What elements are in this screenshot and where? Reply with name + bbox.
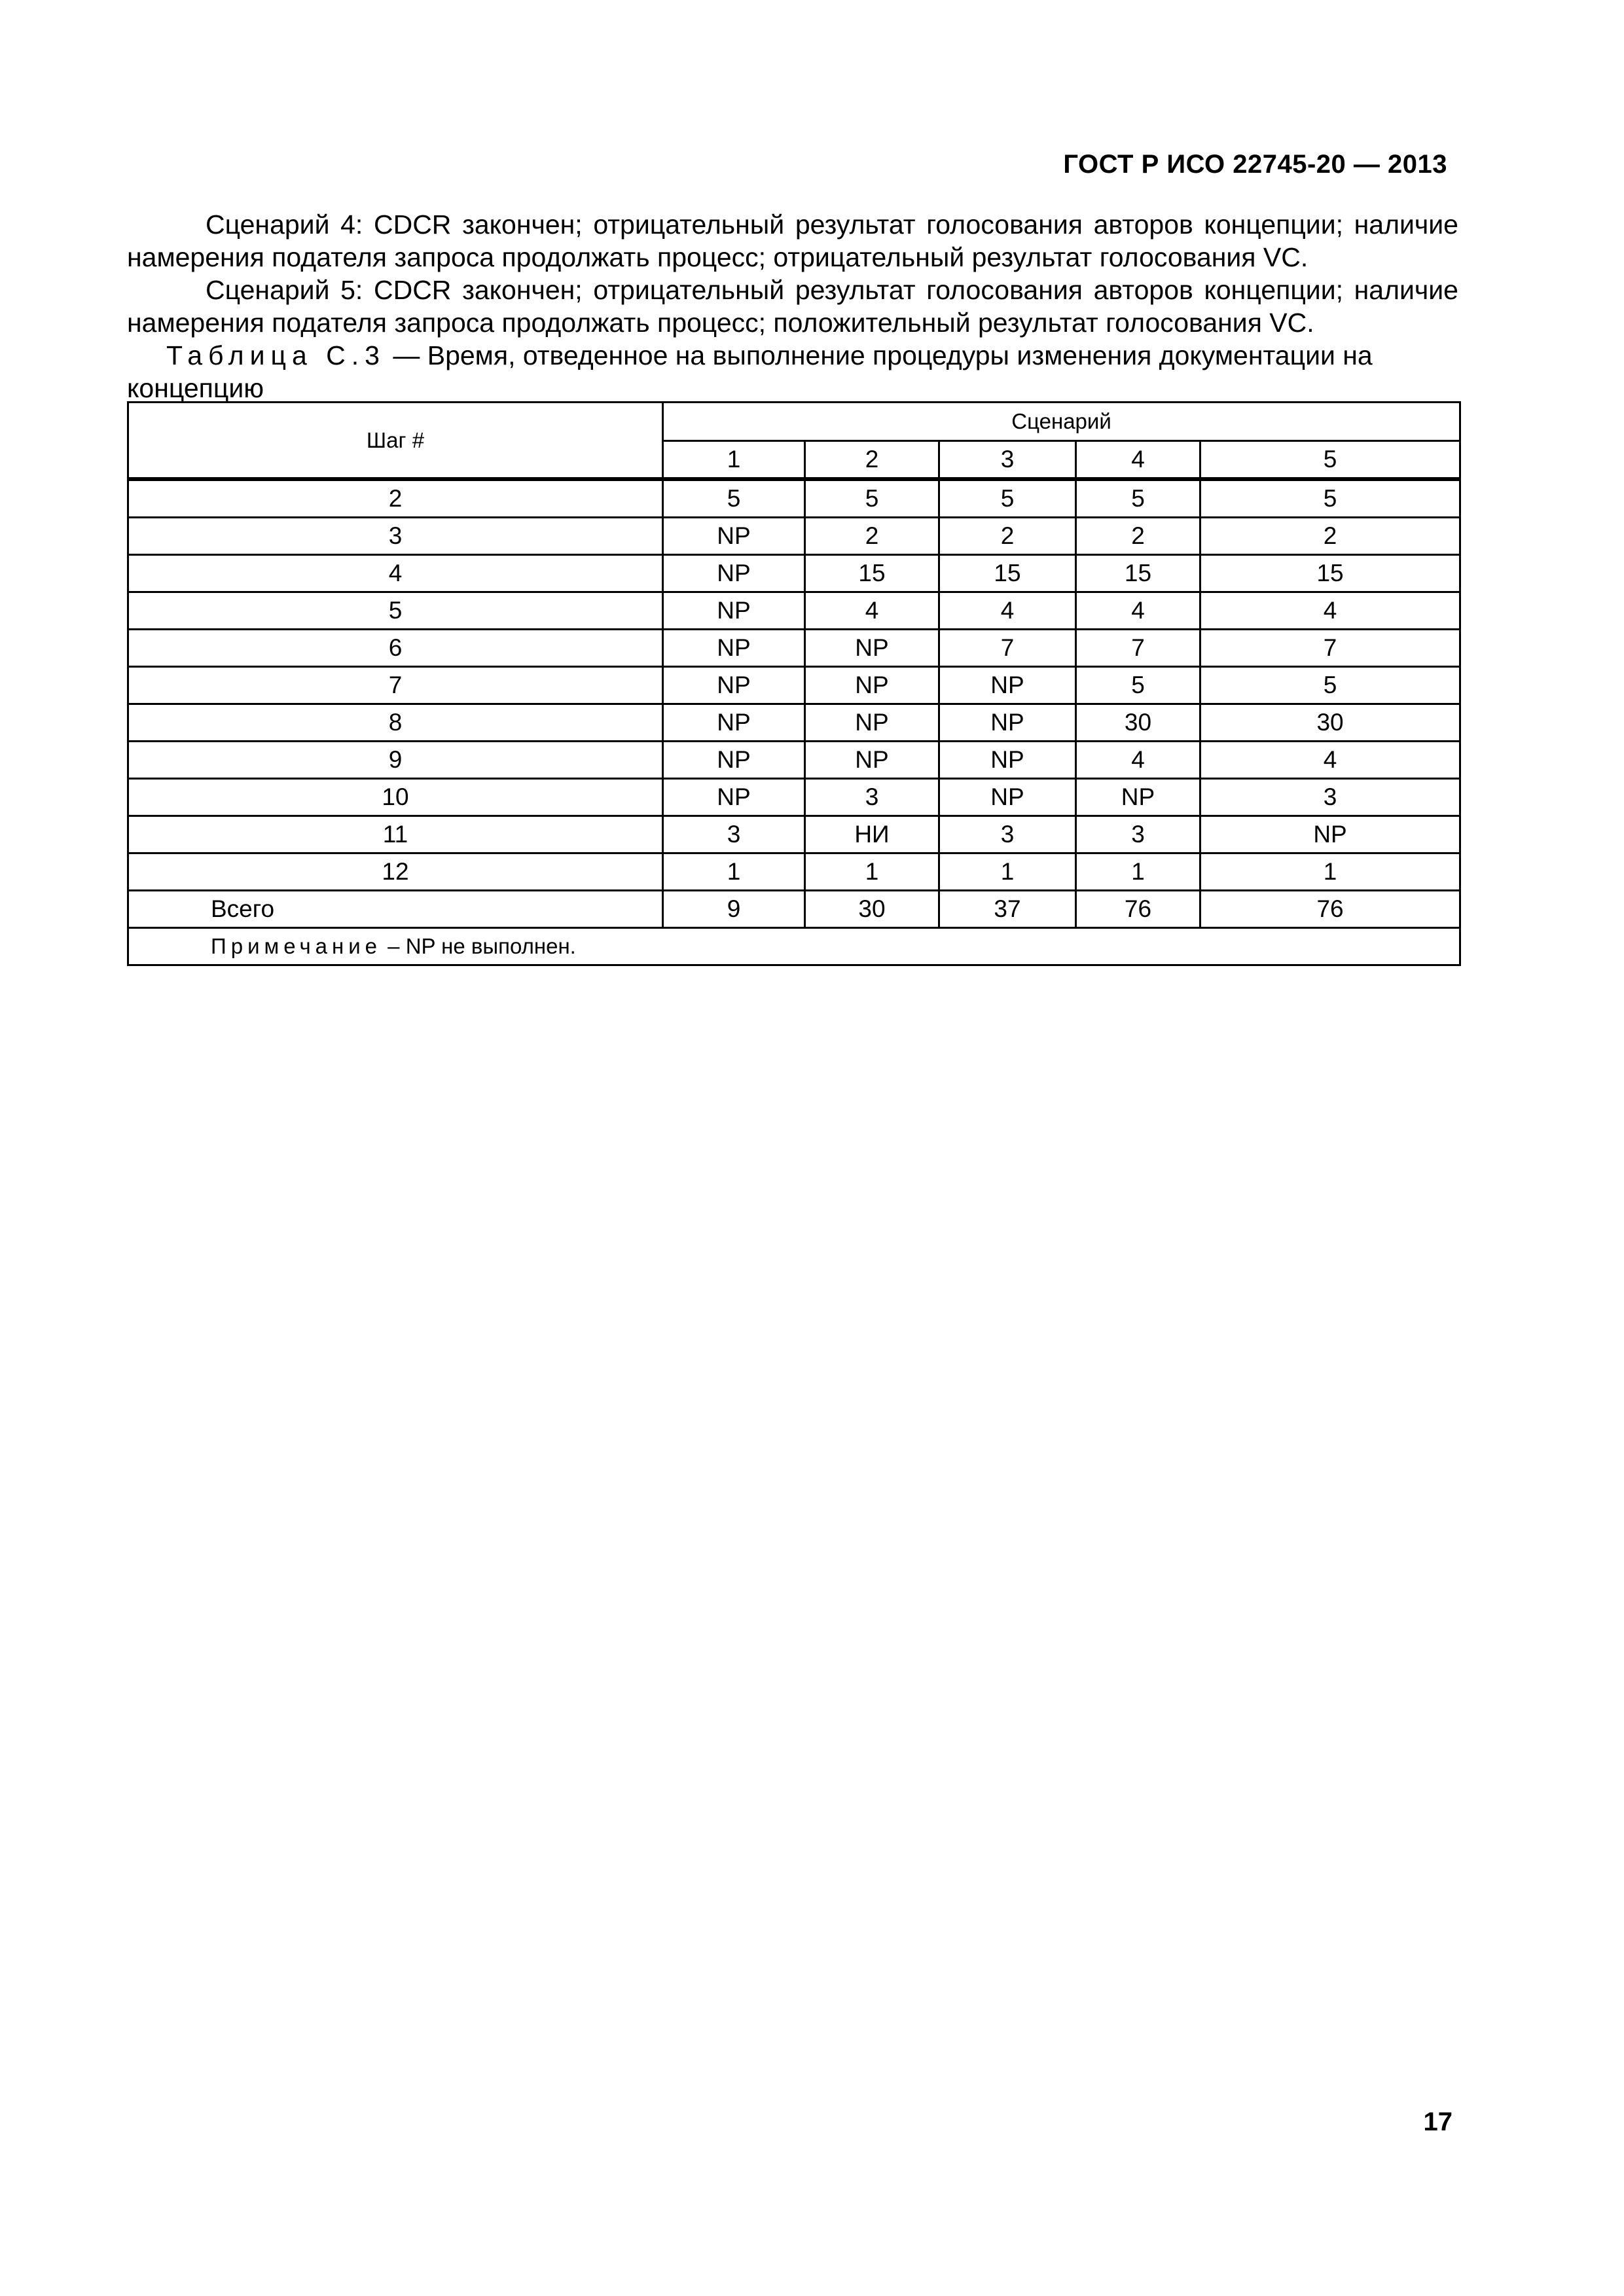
total-row xyxy=(128,891,1460,928)
value-cell: NP xyxy=(805,704,939,742)
value-cell: 4 xyxy=(1076,592,1200,630)
page-number: 17 xyxy=(1423,2108,1453,2136)
value-cell: 5 xyxy=(1076,479,1200,518)
step-cell: 2 xyxy=(128,479,663,518)
value-cell: 1 xyxy=(805,853,939,891)
scenario-number: 4 xyxy=(1076,441,1200,480)
value-cell: NP xyxy=(663,742,805,779)
value-cell: 15 xyxy=(1076,555,1200,592)
scenario-number: 1 xyxy=(663,441,805,480)
table-header-row xyxy=(128,403,1460,441)
table-caption xyxy=(127,339,1458,404)
note-label: Примечание xyxy=(211,934,382,958)
scenario-4-paragraph: Сценарий 4: CDCR закончен; отрицательный результат голосования авторов концепции; наличие намерения подателя запроса продолжать процесс; отрицательный результат голосования VC. xyxy=(127,209,1458,272)
step-cell: 7 xyxy=(128,667,663,704)
value-cell: 5 xyxy=(1200,479,1460,518)
step-cell: 5 xyxy=(128,592,663,630)
total-cell: 37 xyxy=(939,891,1076,928)
value-cell: 4 xyxy=(1200,592,1460,630)
value-cell: NP xyxy=(663,518,805,555)
value-cell: 1 xyxy=(1076,853,1200,891)
step-cell: 3 xyxy=(128,518,663,555)
value-cell: 5 xyxy=(805,479,939,518)
scenario-number: 2 xyxy=(805,441,939,480)
value-cell: 5 xyxy=(1076,667,1200,704)
value-cell: NP xyxy=(663,779,805,816)
value-cell: 4 xyxy=(939,592,1076,630)
value-cell: NP xyxy=(1200,816,1460,853)
step-cell: 8 xyxy=(128,704,663,742)
value-cell: 4 xyxy=(1200,742,1460,779)
value-cell: 3 xyxy=(1200,779,1460,816)
step-cell: 12 xyxy=(128,853,663,891)
table-row xyxy=(128,704,1460,742)
body-text xyxy=(127,208,1458,404)
value-cell: 3 xyxy=(1076,816,1200,853)
value-cell: NP xyxy=(663,704,805,742)
value-cell: NP xyxy=(663,592,805,630)
value-cell: NP xyxy=(939,667,1076,704)
table-row xyxy=(128,667,1460,704)
time-table xyxy=(127,401,1461,966)
value-cell: 2 xyxy=(805,518,939,555)
value-cell: 7 xyxy=(1076,630,1200,667)
step-cell: 11 xyxy=(128,816,663,853)
note-text: – NP не выполнен. xyxy=(382,934,576,958)
step-cell: 6 xyxy=(128,630,663,667)
document-header: ГОСТ Р ИСО 22745-20 — 2013 xyxy=(1063,150,1447,179)
value-cell: 4 xyxy=(1076,742,1200,779)
total-label: Всего xyxy=(128,891,663,928)
value-cell: NP xyxy=(1076,779,1200,816)
table-row xyxy=(128,555,1460,592)
value-cell: NP xyxy=(939,704,1076,742)
table-row xyxy=(128,518,1460,555)
value-cell: NP xyxy=(805,742,939,779)
value-cell: NP xyxy=(805,630,939,667)
total-cell: 30 xyxy=(805,891,939,928)
table-caption-text: — Время, отведенное на выполнение процедуры изменения документации на концепцию xyxy=(127,340,1373,403)
value-cell: 1 xyxy=(663,853,805,891)
value-cell: 1 xyxy=(939,853,1076,891)
value-cell: 30 xyxy=(1076,704,1200,742)
step-cell: 10 xyxy=(128,779,663,816)
total-cell: 76 xyxy=(1076,891,1200,928)
value-cell: 3 xyxy=(805,779,939,816)
value-cell: 3 xyxy=(663,816,805,853)
table-body xyxy=(128,479,1460,891)
value-cell: 15 xyxy=(805,555,939,592)
value-cell: NP xyxy=(663,555,805,592)
value-cell: 7 xyxy=(1200,630,1460,667)
value-cell: НИ xyxy=(805,816,939,853)
scenario-number: 5 xyxy=(1200,441,1460,480)
value-cell: 7 xyxy=(939,630,1076,667)
value-cell: 5 xyxy=(939,479,1076,518)
scenario-number: 3 xyxy=(939,441,1076,480)
table-note xyxy=(128,928,1460,965)
value-cell: 1 xyxy=(1200,853,1460,891)
value-cell: 15 xyxy=(1200,555,1460,592)
table-row xyxy=(128,630,1460,667)
table-row xyxy=(128,853,1460,891)
value-cell: 30 xyxy=(1200,704,1460,742)
value-cell: 4 xyxy=(805,592,939,630)
table-row xyxy=(128,592,1460,630)
table-row xyxy=(128,779,1460,816)
step-cell: 4 xyxy=(128,555,663,592)
value-cell: NP xyxy=(663,667,805,704)
total-cell: 9 xyxy=(663,891,805,928)
table-caption-label: Таблица С.3 xyxy=(166,340,386,370)
value-cell: 3 xyxy=(939,816,1076,853)
scenario-5-paragraph: Сценарий 5: CDCR закончен; отрицательный результат голосования авторов концепции; наличие намерения подателя запроса продолжать процесс; положительный результат голосования VC. xyxy=(127,275,1458,338)
value-cell: 2 xyxy=(1200,518,1460,555)
note-row xyxy=(128,928,1460,965)
table-row xyxy=(128,816,1460,853)
value-cell: 5 xyxy=(1200,667,1460,704)
value-cell: NP xyxy=(663,630,805,667)
value-cell: 5 xyxy=(663,479,805,518)
total-cell: 76 xyxy=(1200,891,1460,928)
value-cell: NP xyxy=(939,779,1076,816)
value-cell: 15 xyxy=(939,555,1076,592)
step-column-header: Шаг # xyxy=(128,403,663,480)
scenario-column-header: Сценарий xyxy=(663,403,1460,441)
value-cell: 2 xyxy=(1076,518,1200,555)
table-row xyxy=(128,479,1460,518)
value-cell: NP xyxy=(805,667,939,704)
table-row xyxy=(128,742,1460,779)
step-cell: 9 xyxy=(128,742,663,779)
value-cell: 2 xyxy=(939,518,1076,555)
value-cell: NP xyxy=(939,742,1076,779)
